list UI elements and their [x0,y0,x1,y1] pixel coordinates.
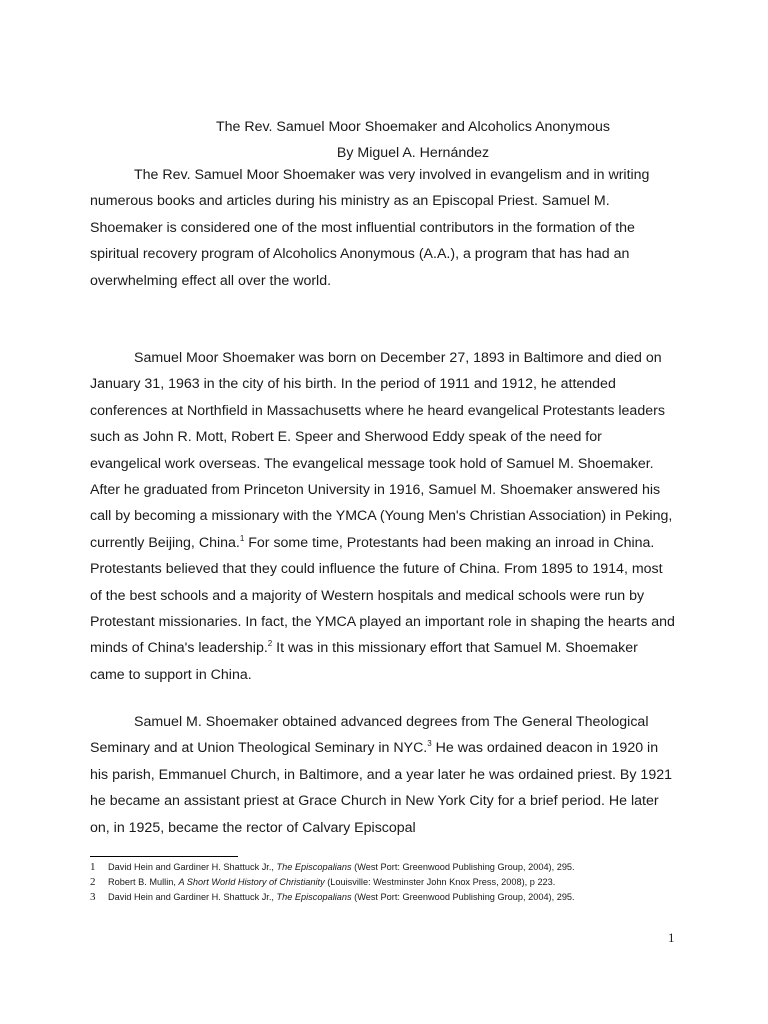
footnote [90,890,690,904]
footnote-text: (West Port: Greenwood Publishing Group, 2004), 295. [351,862,575,872]
footnote-divider [90,856,238,857]
footnote-marker[interactable]: 3 [427,739,432,749]
footnote [90,875,690,889]
footnote-text: (West Port: Greenwood Publishing Group, 2004), 295. [351,892,575,902]
footnote-text: Robert B. Mullin, [108,877,179,887]
footnote-number: 1 [90,861,96,873]
paragraph-text: Samuel Moor Shoemaker was born on December 27, 1893 in Baltimore and died on January 31, 1963 in the city of his birth. In the period of 1911 and 1912, he attended conferences at Northfield in Massachusetts where he heard evangelical Protestants leaders such as John R. Mott, Robert E. Speer and Sherwood Eddy speak of the need for evangelical work overseas. The evangelical message took hold of Samuel M. Shoemaker. After he graduated from Princeton University in 1916, Samuel M. Shoemaker answered his call by becoming a missionary with the YMCA (Young Men's Christian Association) in Peking, currently Beijing, China. [90,350,673,551]
paragraph-biography [90,345,676,688]
paragraph-text: Samuel M. Shoemaker obtained advanced degrees from The General Theological Seminary and at Union Theological Seminary in NYC. [90,714,649,757]
footnote-text: (Louisville: Westminster John Knox Press, 2008), p 223. [324,877,556,887]
paragraph-text: It was in this missionary effort that Samuel M. Shoemaker came to support in China. [90,640,638,683]
footnote-number: 2 [90,876,96,888]
paragraph-education [90,709,676,841]
page-number: 1 [668,930,675,945]
paragraph-text: The Rev. Samuel Moor Shoemaker was very involved in evangelism and in writing numerous books and articles during his ministry as an Episcopal Priest. Samuel M. Shoemaker is considered one of the most influential contributors in the formation of the spiritual recovery program of Alcoholics Anonymous (A.A.), a program that has had an overwhelming effect all over the world. [90,167,650,289]
footnote-book-title: A Short World History of Christianity [178,877,325,887]
paragraph-intro [90,162,676,294]
footnote-marker[interactable]: 1 [239,533,245,543]
footnote [90,860,690,874]
document-title: The Rev. Samuel Moor Shoemaker and Alcoholics Anonymous [215,119,611,135]
footnote-book-title: The Episcopalians [276,892,352,902]
author-byline: By Miguel A. Hernández [336,145,490,161]
footnote-marker[interactable]: 2 [267,639,273,649]
footnote-text: David Hein and Gardiner H. Shattuck Jr., [108,862,277,872]
footnote-text: David Hein and Gardiner H. Shattuck Jr., [108,892,277,902]
footnote-number: 3 [90,891,96,903]
paragraph-text: For some time, Protestants had been making an inroad in China. Protestants believed that they could influence the future of China. From 1895 to 1914, most of the best schools and a majority of Western hospitals and medical schools were run by Protestant missionaries. In fact, the YMCA played an important role in shaping the hearts and minds of China's leadership. [90,534,675,657]
footnote-book-title: The Episcopalians [276,862,352,872]
paragraph-text: He was ordained deacon in 1920 in his parish, Emmanuel Church, in Baltimore, and a year later he was ordained priest. By 1921 he became an assistant priest at Grace Church in New York City for a brief period. He later on, in 1925, became the rector of Calvary Episcopal [90,740,672,836]
